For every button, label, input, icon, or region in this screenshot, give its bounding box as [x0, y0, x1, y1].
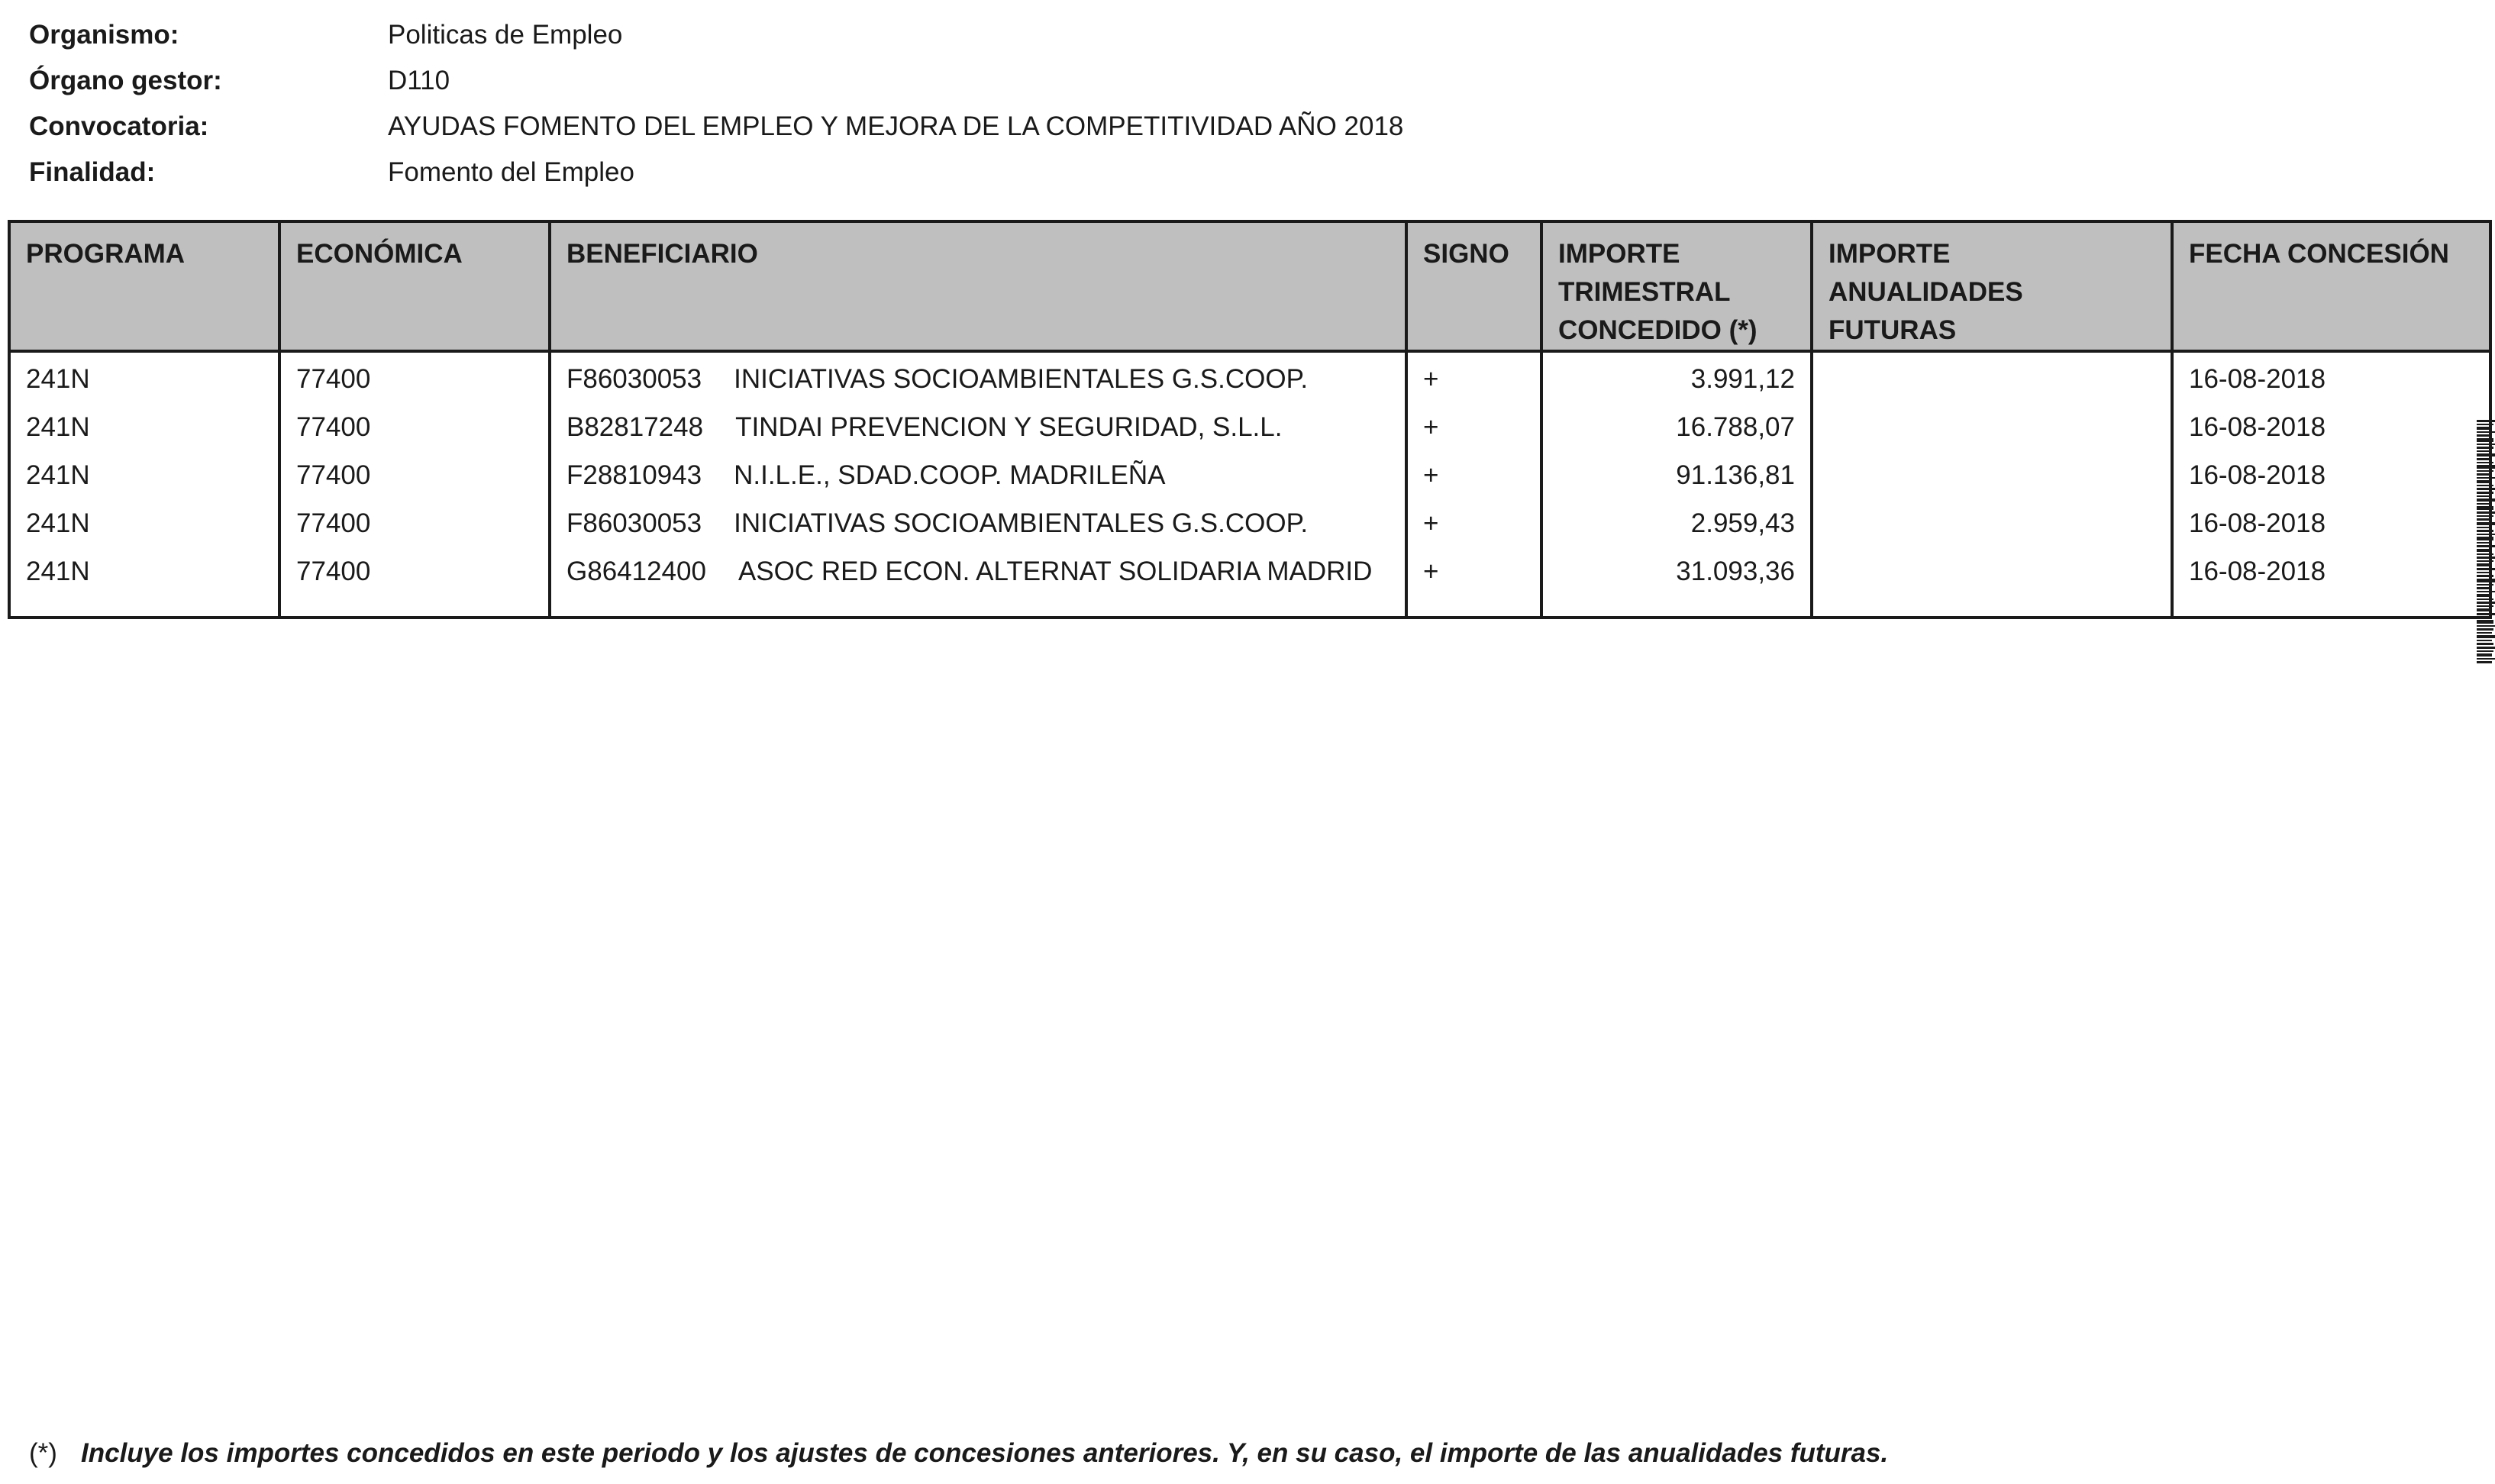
barcode-bar [2477, 594, 2492, 597]
organo-gestor-row [29, 58, 2319, 104]
cell-importe-trimestral: 91.136,81 [1541, 453, 1812, 502]
cell-programa: 241N [9, 453, 279, 502]
barcode-bar [2477, 515, 2493, 517]
beneficiario-nombre: INICIATIVAS SOCIOAMBIENTALES G.S.COOP. [734, 364, 1309, 394]
beneficiario-id: G86412400 [566, 556, 706, 586]
cell-economica: 77400 [279, 550, 550, 618]
cell-economica: 77400 [279, 502, 550, 550]
beneficiario-nombre: TINDAI PREVENCION Y SEGURIDAD, S.L.L. [735, 412, 1283, 442]
cell-fecha: 16-08-2018 [2172, 502, 2490, 550]
barcode-bar [2477, 542, 2492, 544]
cell-fecha: 16-08-2018 [2172, 550, 2490, 618]
cell-signo: + [1406, 502, 1541, 550]
beneficiario-id: B82817248 [566, 412, 704, 442]
convocatoria-row [29, 104, 2319, 150]
barcode-bar [2477, 438, 2493, 442]
header-importe-anualidades-line3: FUTURAS [1828, 315, 1957, 345]
cell-programa: 241N [9, 550, 279, 618]
barcode-bar [2477, 620, 2493, 624]
barcode-bar [2477, 431, 2495, 433]
footnote-text: Incluye los importes concedidos en este periodo y los ajustes de concesiones anteriores. Y, en su caso, el importe de las anualidades futuras. [81, 1438, 1889, 1468]
cell-fecha: 16-08-2018 [2172, 351, 2490, 405]
cell-signo: + [1406, 550, 1541, 618]
table-row [9, 405, 2490, 453]
cell-importe-anualidades [1812, 405, 2172, 453]
concesiones-table [8, 220, 2492, 619]
cell-importe-trimestral: 2.959,43 [1541, 502, 1812, 550]
barcode-bar [2477, 522, 2495, 525]
table-row [9, 351, 2490, 405]
cell-programa: 241N [9, 502, 279, 550]
cell-signo: + [1406, 351, 1541, 405]
barcode-bar [2477, 608, 2492, 611]
barcode-bar [2477, 498, 2495, 502]
table-header-row [9, 221, 2490, 351]
barcode-bar [2477, 572, 2492, 573]
finalidad-label: Finalidad: [29, 157, 156, 187]
barcode-bar [2477, 473, 2492, 476]
barcode-bar [2477, 553, 2493, 555]
barcode-bar [2477, 462, 2493, 463]
cell-beneficiario [550, 550, 1406, 618]
header-importe-trimestral-line3: CONCEDIDO (*) [1558, 315, 1757, 345]
barcode-bar [2477, 598, 2493, 600]
barcode-bar [2477, 492, 2493, 494]
barcode-bar [2477, 537, 2493, 540]
barcode-bar [2477, 477, 2495, 479]
beneficiario-nombre: ASOC RED ECON. ALTERNAT SOLIDARIA MADRID [738, 556, 1373, 586]
barcode-bar [2477, 602, 2495, 604]
header-importe-trimestral-line1: IMPORTE [1558, 239, 1680, 269]
header-economica: ECONÓMICA [279, 221, 550, 351]
barcode-bar [2477, 447, 2493, 449]
barcode-bar [2477, 545, 2495, 547]
footnote [29, 1438, 1888, 1469]
cell-importe-anualidades [1812, 453, 2172, 502]
header-importe-anualidades [1812, 221, 2172, 351]
finalidad-row [29, 150, 2319, 195]
beneficiario-id: F86030053 [566, 508, 702, 538]
barcode-bar [2477, 658, 2495, 660]
cell-importe-anualidades [1812, 550, 2172, 618]
cell-beneficiario [550, 502, 1406, 550]
cell-fecha: 16-08-2018 [2172, 405, 2490, 453]
barcode-bar [2477, 453, 2495, 456]
barcode-bar [2477, 575, 2493, 577]
cell-programa: 241N [9, 351, 279, 405]
organismo-value: Politicas de Empleo [388, 20, 623, 50]
barcode-bar [2477, 495, 2492, 497]
barcode-bar [2477, 485, 2493, 486]
barcode-bar [2477, 640, 2492, 641]
organismo-row [29, 12, 2319, 58]
cell-importe-trimestral: 31.093,36 [1541, 550, 1812, 618]
header-beneficiario: BENEFICIARIO [550, 221, 1406, 351]
cell-importe-trimestral: 16.788,07 [1541, 405, 1812, 453]
cell-beneficiario [550, 453, 1406, 502]
header-importe-anualidades-line2: ANUALIDADES [1828, 277, 2023, 307]
barcode-bar [2477, 506, 2493, 510]
barcode-bar [2477, 591, 2495, 592]
barcode-bar [2477, 480, 2492, 483]
beneficiario-nombre: INICIATIVAS SOCIOAMBIENTALES G.S.COOP. [734, 508, 1309, 538]
cell-signo: + [1406, 453, 1541, 502]
barcode-bar [2477, 584, 2493, 586]
table-row [9, 550, 2490, 618]
barcode-bar [2477, 450, 2492, 452]
footnote-mark: (*) [29, 1438, 57, 1468]
cell-beneficiario [550, 405, 1406, 453]
header-importe-trimestral-line2: TRIMESTRAL [1558, 277, 1731, 307]
barcode-bar [2477, 427, 2492, 430]
barcode-bar [2477, 530, 2493, 532]
barcode-bar [2477, 470, 2493, 472]
cell-importe-trimestral: 3.991,12 [1541, 351, 1812, 405]
table-row [9, 453, 2490, 502]
barcode-bar [2477, 511, 2495, 514]
cell-beneficiario [550, 351, 1406, 405]
header-importe-anualidades-line1: IMPORTE [1828, 239, 1951, 269]
barcode-bar [2477, 632, 2492, 634]
barcode-bar [2477, 635, 2495, 638]
convocatoria-label: Convocatoria: [29, 111, 209, 141]
cell-importe-anualidades [1812, 502, 2172, 550]
barcode-bar [2477, 587, 2492, 589]
beneficiario-id: F28810943 [566, 460, 702, 490]
barcode-bar [2477, 424, 2493, 425]
barcode-bar [2477, 549, 2492, 552]
barcode-bar [2477, 653, 2492, 657]
barcode-bar [2477, 643, 2493, 645]
document-metadata [29, 12, 2319, 195]
barcode-graphic [2477, 420, 2495, 698]
barcode-bar [2477, 556, 2495, 559]
cell-programa: 241N [9, 405, 279, 453]
barcode-bar [2477, 434, 2492, 437]
organo-gestor-value: D110 [388, 66, 450, 95]
barcode-bar [2477, 420, 2495, 422]
header-signo: SIGNO [1406, 221, 1541, 351]
beneficiario-nombre: N.I.L.E., SDAD.COOP. MADRILEÑA [734, 460, 1166, 490]
cell-importe-anualidades [1812, 351, 2172, 405]
cell-fecha: 16-08-2018 [2172, 453, 2490, 502]
barcode-bar [2477, 628, 2493, 631]
cell-economica: 77400 [279, 453, 550, 502]
barcode-bar [2477, 647, 2495, 649]
barcode-bar [2477, 617, 2492, 618]
barcode-bar [2477, 534, 2495, 535]
barcode-bar [2477, 563, 2492, 566]
barcode-bar [2477, 503, 2492, 505]
barcode-bar [2477, 661, 2492, 663]
barcode-bar [2477, 527, 2492, 528]
convocatoria-value: AYUDAS FOMENTO DEL EMPLEO Y MEJORA DE LA COMPETITIVIDAD AÑO 2018 [388, 111, 1404, 141]
barcode-bar [2477, 625, 2495, 627]
barcode-bar [2477, 444, 2495, 445]
barcode-bar [2477, 458, 2492, 460]
barcode-bar [2477, 488, 2495, 490]
barcode-bar [2477, 613, 2495, 615]
barcode-bar [2477, 518, 2492, 521]
table-row [9, 502, 2490, 550]
header-programa: PROGRAMA [9, 221, 279, 351]
cell-signo: + [1406, 405, 1541, 453]
header-fecha-concesion: FECHA CONCESIÓN [2172, 221, 2490, 351]
cell-economica: 77400 [279, 351, 550, 405]
barcode-bar [2477, 465, 2495, 469]
finalidad-value: Fomento del Empleo [388, 157, 634, 187]
barcode-bar [2477, 560, 2493, 562]
organo-gestor-label: Órgano gestor: [29, 66, 222, 95]
barcode-bar [2477, 568, 2495, 570]
barcode-bar [2477, 650, 2493, 652]
barcode-bar [2477, 579, 2495, 582]
organismo-label: Organismo: [29, 20, 179, 50]
cell-economica: 77400 [279, 405, 550, 453]
beneficiario-id: F86030053 [566, 364, 702, 394]
header-importe-trimestral [1541, 221, 1812, 351]
barcode-bar [2477, 605, 2493, 607]
